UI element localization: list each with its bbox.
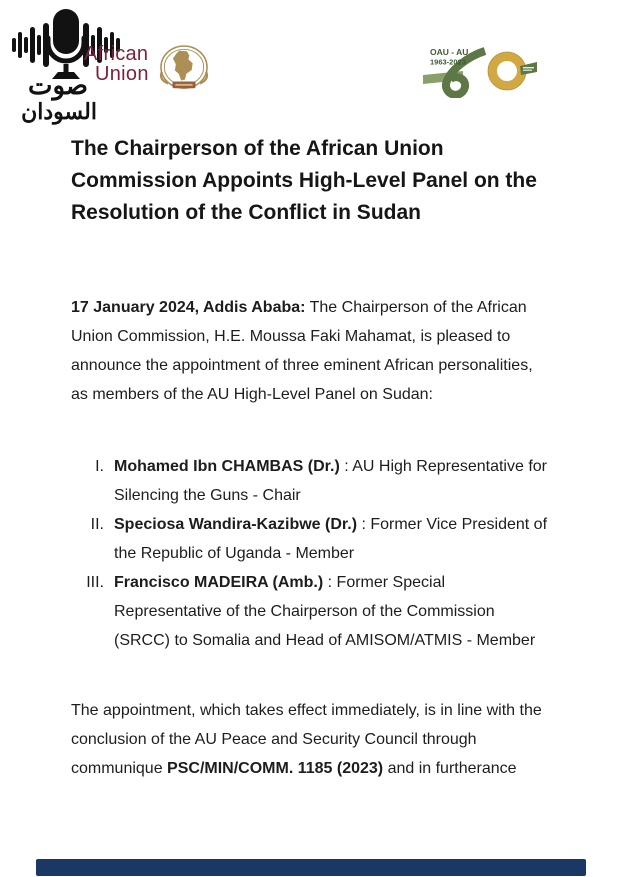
member-name: Speciosa Wandira-Kazibwe (Dr.) — [114, 516, 358, 533]
list-item — [71, 510, 557, 568]
au-emblem-icon — [157, 45, 211, 93]
member-name: Francisco MADEIRA (Amb.) — [114, 574, 324, 591]
dateline: 17 January 2024, Addis Ababa: — [71, 299, 306, 316]
member-name: Mohamed Ibn CHAMBAS (Dr.) — [114, 458, 340, 475]
list-numeral: I. — [95, 458, 104, 475]
intro-paragraph — [71, 293, 547, 409]
closing-paragraph — [71, 696, 547, 783]
closing-text-after: and in furtherance — [383, 760, 517, 777]
member-role: : Former Special Representative of the Chairperson of the Commission (SRCC) to Somalia and Head of AMISOM/ATMIS - Member — [114, 574, 536, 649]
african-union-wordmark — [84, 44, 149, 84]
au-wordmark-line1: African — [84, 43, 149, 65]
intro-text: The Chairperson of the African Union Commission, H.E. Moussa Faki Mahamat, is pleased to announce the appointment of three eminent African personalities, as members of the AU High-Level Panel on Sudan: — [71, 299, 533, 403]
bottom-bar — [36, 859, 586, 876]
oau-au-60th-ribbon-icon — [423, 44, 537, 98]
communique-reference: PSC/MIN/COMM. 1185 (2023) — [167, 760, 384, 777]
arabic-voice-text: صوت — [28, 70, 88, 100]
anniversary-years-text: 1963-2023 — [430, 57, 466, 67]
arabic-sudan-text: السودان — [21, 99, 97, 124]
list-numeral: III. — [86, 574, 104, 591]
member-role: : AU High Representative for Silencing the Guns - Chair — [114, 458, 547, 504]
au-wordmark-line2: Union — [95, 63, 149, 85]
list-item — [71, 452, 557, 510]
page-title: The Chairperson of the African Union Commission Appoints High-Level Panel on the Resolution of the Conflict in Sudan — [71, 137, 537, 224]
anniversary-oau-au-text: OAU - AU — [430, 47, 469, 57]
panel-members-list — [71, 452, 557, 655]
closing-text-before: The appointment, which takes effect immediately, is in line with the conclusion of the AU Peace and Security Council through communique — [71, 702, 542, 777]
member-role: : Former Vice President of the Republic of Uganda - Member — [114, 516, 548, 562]
list-item — [71, 568, 557, 655]
list-numeral: II. — [90, 516, 104, 533]
